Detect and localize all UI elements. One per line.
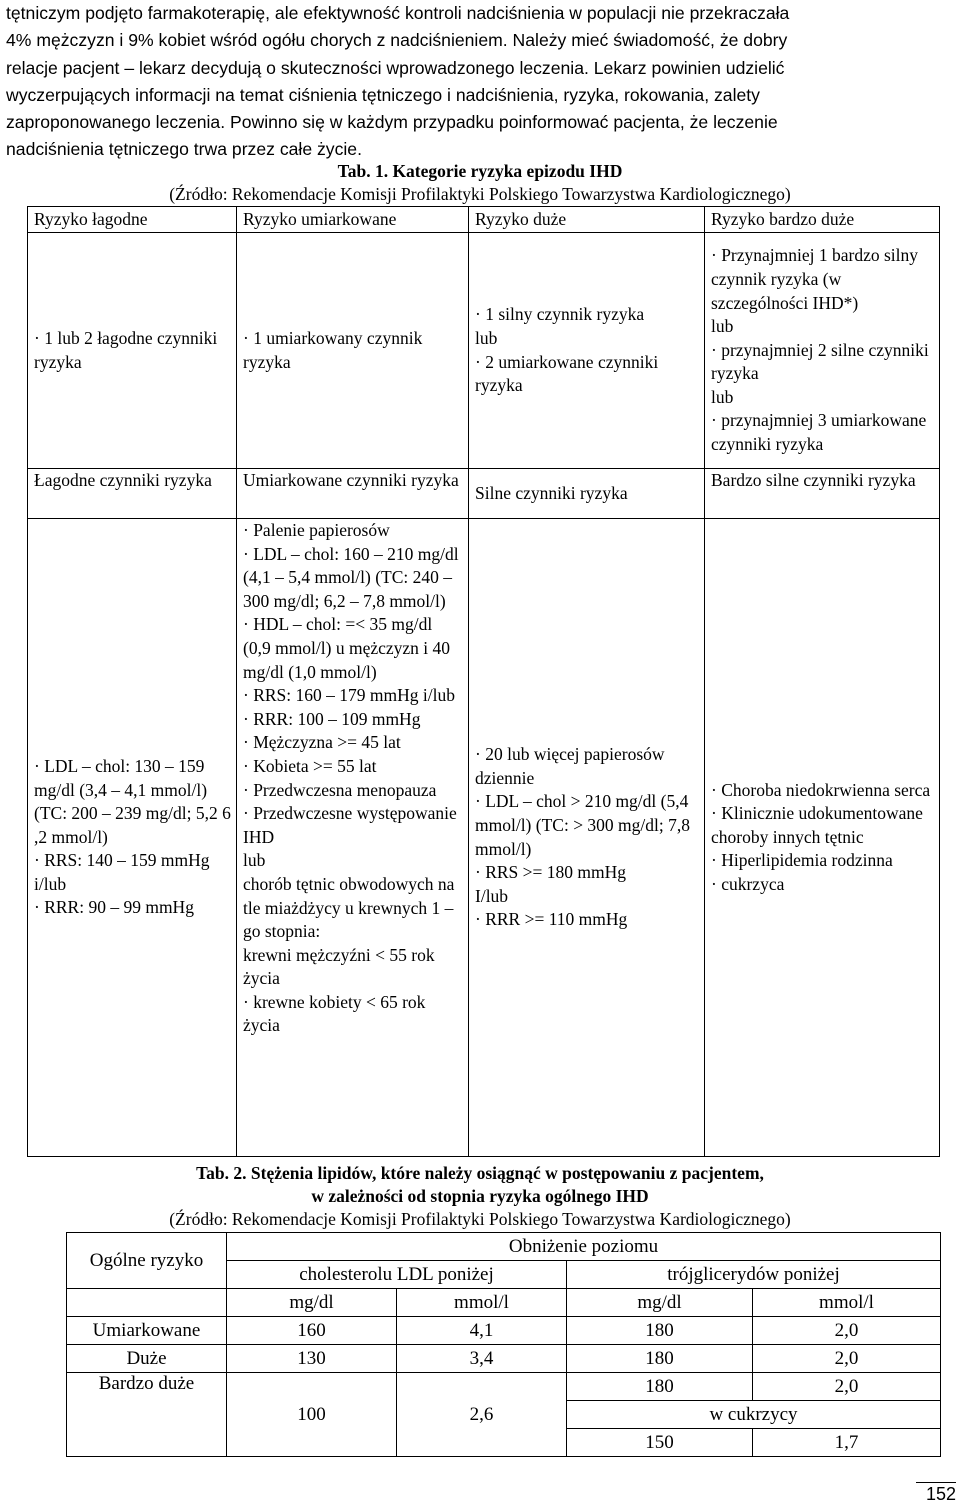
list-item: · przynajmniej 3 umiarkowane czynniki ryzyka	[711, 410, 927, 455]
intro-line: 4% mężczyzn i 9% kobiet wśród ogółu chorych z nadciśnieniem. Należy mieć świadomość, że dobry	[6, 30, 788, 51]
tab1-title: Tab. 1. Kategorie ryzyka epizodu IHD	[337, 161, 623, 181]
list-item: · RRR: 90 – 99 mmHg	[34, 897, 194, 918]
header-cell: Ryzyko bardzo duże	[705, 207, 940, 233]
list-item: · 20 lub więcej papierosów dziennie	[475, 744, 665, 788]
table-cell: Silne czynniki ryzyka	[469, 469, 705, 519]
list-item: · cukrzyca	[711, 873, 785, 894]
list-item: lub	[475, 327, 498, 348]
table-cell	[469, 233, 705, 469]
tab2-source: (Źródło: Rekomendacje Komisji Profilaktyki Polskiego Towarzystwa Kardiologicznego)	[169, 1209, 791, 1229]
table-cell	[705, 233, 940, 469]
table-cell: 1,7	[753, 1429, 941, 1457]
list-item: · krewne kobiety < 65 rok życia	[243, 991, 426, 1036]
intro-line: zaproponowanego leczenia. Powinno się w każdym przypadku poinformować pacjenta, że leczenie	[6, 112, 778, 133]
list-item: · LDL – chol > 210 mg/dl (5,4 mmol/l) (TC: > 300 mg/dl; 7,8 mmol/l)	[475, 791, 691, 859]
list-item: · HDL – chol: =< 35 mg/dl (0,9 mmol/l) u mężczyzn i 40 mg/dl (1,0 mmol/l)	[243, 614, 451, 682]
list-item: · Palenie papierosów	[243, 520, 390, 540]
list-item: lub	[243, 850, 266, 871]
header-cell: trójglicerydów poniżej	[567, 1261, 941, 1289]
page-number: 152	[916, 1482, 956, 1505]
list-item: chorób tętnic obwodowych na tle miażdżycy u krewnych 1 – go stopnia:	[243, 873, 455, 942]
table-cell: 160	[227, 1317, 397, 1345]
tab1-source: (Źródło: Rekomendacje Komisji Profilaktyki Polskiego Towarzystwa Kardiologicznego)	[169, 184, 791, 204]
table-cell: Łagodne czynniki ryzyka	[28, 469, 237, 519]
table-cell: 2,0	[753, 1373, 941, 1401]
list-item: lub	[711, 386, 734, 407]
risk-cell: Duże	[67, 1345, 227, 1373]
table-cell: 3,4	[397, 1345, 567, 1373]
header-cell: Ryzyko duże	[469, 207, 705, 233]
unit-cell: mg/dl	[227, 1289, 397, 1317]
table-cell: Umiarkowane czynniki ryzyka	[237, 469, 469, 519]
table-row	[67, 1345, 941, 1373]
table-units-row	[67, 1289, 941, 1317]
list-item: · 1 silny czynnik ryzyka	[475, 304, 645, 325]
table-row	[28, 233, 940, 469]
table-cell: 180	[567, 1345, 753, 1373]
risk-cell: Bardzo duże	[67, 1373, 227, 1457]
list-item: · RRR >= 110 mmHg	[475, 909, 628, 930]
table-cell: 100	[227, 1373, 397, 1457]
table-cell	[237, 233, 469, 469]
list-item: krewni mężczyźni < 55 rok życia	[243, 944, 435, 989]
table-cell	[67, 1289, 227, 1317]
table-cell: w cukrzycy	[567, 1401, 941, 1429]
tab2-title: Tab. 2. Stężenia lipidów, które należy osiągnąć w postępowaniu z pacjentem,	[196, 1163, 764, 1183]
list-item: · Mężczyzna >= 45 lat	[243, 732, 401, 753]
table-cell: 180	[567, 1317, 753, 1345]
lipid-targets-table	[66, 1232, 941, 1457]
list-item: · przynajmniej 2 silne czynniki ryzyka	[711, 339, 929, 384]
table-cell: 150	[567, 1429, 753, 1457]
header-cell: Obniżenie poziomu	[227, 1233, 941, 1261]
table-cell	[237, 519, 469, 1157]
table-cell: 130	[227, 1345, 397, 1373]
risk-cell: Umiarkowane	[67, 1317, 227, 1345]
list-item: · Przedwczesna menopauza	[243, 779, 437, 800]
list-item: lub	[711, 316, 734, 337]
table-header-row	[67, 1233, 941, 1261]
list-item: · LDL – chol: 130 – 159 mg/dl (3,4 – 4,1 mmol/l) (TC: 200 – 239 mg/dl; 5,2 6 ,2 mmol/l)	[34, 755, 231, 847]
intro-line: relacje pacjent – lekarz decydują o skuteczności wprowadzonego leczenia. Lekarz powinien udzielić	[6, 57, 785, 78]
list-item: i/lub	[34, 873, 67, 894]
intro-line: tętniczym podjęto farmakoterapię, ale efektywność kontroli nadciśnienia w populacji nie przekraczała	[6, 3, 790, 23]
table-header-row	[28, 207, 940, 233]
table-cell: Bardzo silne czynniki ryzyka	[705, 469, 940, 519]
list-item: · Klinicznie udokumentowane choroby innych tętnic	[711, 803, 923, 847]
list-item: · LDL – chol: 160 – 210 mg/dl (4,1 – 5,4 mmol/l) (TC: 240 – 300 mg/dl; 6,2 – 7,8 mmol/l)	[243, 543, 459, 611]
unit-cell: mmol/l	[397, 1289, 567, 1317]
list-item: · Kobieta >= 55 lat	[243, 755, 377, 776]
list-item: I/lub	[475, 885, 509, 906]
list-item: · Przedwczesne występowanie IHD	[243, 803, 457, 847]
header-cell: Ogólne ryzyko	[67, 1233, 227, 1289]
list-item: · RRS >= 180 mmHg	[475, 862, 627, 883]
list-item: · Hiperlipidemia rodzinna	[711, 850, 893, 871]
intro-line: wyczerpujących informacji na temat ciśnienia tętniczego i nadciśnienia, ryzyka, rokowania, zalety	[6, 84, 760, 105]
table-cell	[705, 519, 940, 1157]
table-cell	[28, 519, 237, 1157]
intro-line: nadciśnienia tętniczego trwa przez całe życie.	[6, 139, 362, 160]
table-cell: 2,0	[753, 1345, 941, 1373]
list-item: · 1 umiarkowany czynnik ryzyka	[243, 327, 423, 372]
intro-paragraph	[6, 0, 956, 164]
list-item: · 2 umiarkowane czynniki ryzyka	[475, 351, 659, 396]
header-cell: Ryzyko umiarkowane	[237, 207, 469, 233]
list-item: · RRS: 140 – 159 mmHg	[34, 850, 210, 871]
table-row	[67, 1373, 941, 1401]
list-item: · Choroba niedokrwienna serca	[711, 779, 931, 800]
list-item: · RRR: 100 – 109 mmHg	[243, 708, 421, 729]
risk-categories-table	[27, 206, 940, 1157]
table-cell: 2,0	[753, 1317, 941, 1345]
header-cell: cholesterolu LDL poniżej	[227, 1261, 567, 1289]
unit-cell: mg/dl	[567, 1289, 753, 1317]
table-cell	[469, 519, 705, 1157]
tab2-title-line2: w zależności od stopnia ryzyka ogólnego IHD	[311, 1186, 649, 1206]
list-item: · RRS: 160 – 179 mmHg i/lub	[243, 685, 455, 706]
table-cell: 4,1	[397, 1317, 567, 1345]
unit-cell: mmol/l	[753, 1289, 941, 1317]
table-cell	[28, 233, 237, 469]
table-cell: 2,6	[397, 1373, 567, 1457]
table-cell: 180	[567, 1373, 753, 1401]
table-row	[28, 469, 940, 519]
table-row	[67, 1317, 941, 1345]
list-item: · 1 lub 2 łagodne czynniki ryzyka	[34, 327, 218, 372]
list-item: · Przynajmniej 1 bardzo silny czynnik ryzyka (w szczególności IHD*)	[711, 245, 919, 313]
header-cell: Ryzyko łagodne	[28, 207, 237, 233]
table-row	[28, 519, 940, 1157]
